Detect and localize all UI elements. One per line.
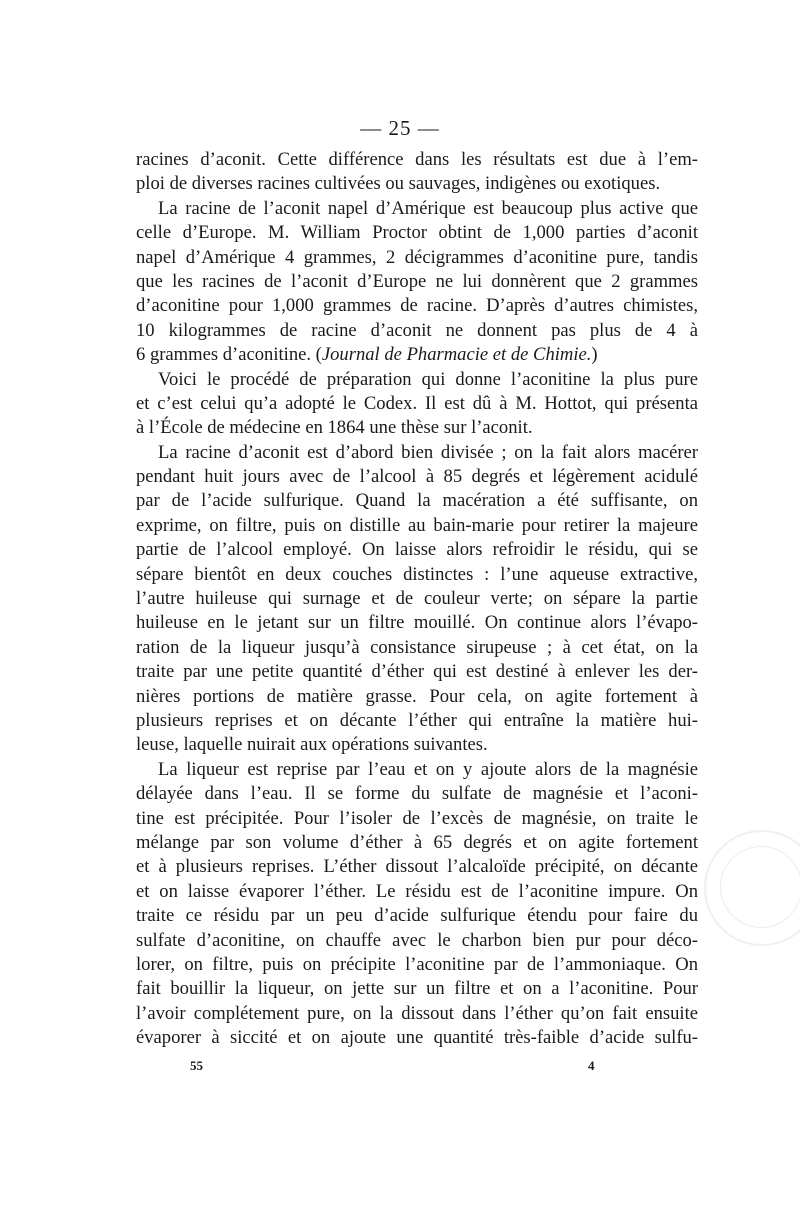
page-number: — 25 — [360, 116, 440, 140]
text-line: racines d’aconit. Cette différence dans les résultats est due à l’em- [136, 149, 698, 170]
text-line: 10 kilogrammes de racine d’aconit ne donnent pas plus de 4 à [136, 319, 698, 341]
text-line: traite par une petite quantité d’éther qui est destiné à enlever les der- [136, 661, 698, 683]
text-line: pendant huit jours avec de l’alcool à 85 degrés et légèrement acidulé [136, 466, 698, 488]
text-line: leuse, laquelle nuirait aux opérations suivantes. [136, 734, 488, 756]
text-line: huileuse en le jetant sur un filtre mouillé. On continue alors l’évapo- [136, 612, 698, 634]
text-line: évaporer à siccité et on ajoute une quantité très-faible d’acide sulfu- [136, 1027, 698, 1049]
signature-mark: 55 [190, 1058, 203, 1073]
text-line: napel d’Amérique 4 grammes, 2 décigrammes d’aconitine pure, tandis [136, 246, 698, 268]
text-line: celle d’Europe. M. William Proctor obtint de 1,000 parties d’aconit [136, 222, 698, 244]
text-line: mélange par son volume d’éther à 65 degrés et on agite fortement [136, 831, 698, 853]
text-line: que les racines de l’aconit d’Europe ne lui donnèrent que 2 grammes [136, 270, 698, 292]
text-line: traite ce résidu par un peu d’acide sulfurique étendu pour faire du [136, 905, 698, 927]
text-line: l’autre huileuse qui surnage et de couleur verte; on sépare la partie [136, 588, 698, 610]
sheet-number: 4 [588, 1058, 595, 1073]
text-line: exprime, on filtre, puis on distille au bain-marie pour retirer la majeure [136, 514, 698, 536]
text-line: tine est précipitée. Pour l’isoler de l’excès de magnésie, on traite le [136, 807, 698, 829]
text-line: lorer, on filtre, puis on précipite l’aconitine par de l’ammoniaque. On [136, 953, 698, 975]
text-line [136, 343, 698, 367]
text-line: Voici le procédé de préparation qui donne l’aconitine la plus pure [158, 368, 698, 390]
text-line: à l’École de médecine en 1864 une thèse sur l’aconit. [136, 417, 533, 439]
body-text [136, 148, 698, 1050]
text-line: et à plusieurs reprises. L’éther dissout l’alcaloïde précipité, on décante [136, 856, 698, 878]
text-line: La liqueur est reprise par l’eau et on y ajoute alors de la magnésie [158, 758, 698, 780]
text-line: et on laisse évaporer l’éther. Le résidu est de l’aconitine impure. On [136, 880, 698, 902]
journal-title: Journal de Pharmacie et de Chimie. [321, 344, 592, 366]
text-line: La racine d’aconit est d’abord bien divisée ; on la fait alors macérer [158, 441, 698, 463]
text-line: ration de la liqueur jusqu’à consistance sirupeuse ; à cet état, on la [136, 636, 698, 658]
text-line: sulfate d’aconitine, on chauffe avec le charbon bien pur pour déco- [136, 929, 698, 951]
library-stamp [704, 830, 800, 946]
text-line: d’aconitine pour 1,000 grammes de racine. D’après d’autres chimistes, [136, 295, 698, 317]
text-line: l’avoir complétement pure, on la dissout dans l’éther qu’on fait ensuite [136, 1002, 698, 1024]
text-line: et c’est celui qu’a adopté le Codex. Il est dû à M. Hottot, qui présenta [136, 392, 698, 414]
text-line: ploi de diverses racines cultivées ou sauvages, indigènes ou exotiques. [136, 173, 661, 195]
text-line: délayée dans l’eau. Il se forme du sulfate de magnésie et l’aconi- [136, 783, 698, 805]
text-segment: 6 grammes d’aconitine. ( [136, 344, 322, 366]
text-line: sépare bientôt en deux couches distinctes : l’une aqueuse extractive, [136, 563, 698, 585]
text-line: fait bouillir la liqueur, on jette sur un filtre et on a l’aconitine. Pour [136, 978, 698, 1000]
text-line: partie de l’alcool employé. On laisse alors refroidir le résidu, qui se [136, 539, 698, 561]
text-segment: ) [591, 344, 598, 366]
text-line: plusieurs reprises et on décante l’éther qui entraîne la matière hui- [136, 709, 698, 731]
text-line: par de l’acide sulfurique. Quand la macération a été suffisante, on [136, 490, 698, 512]
text-line: nières portions de matière grasse. Pour cela, on agite fortement à [136, 685, 698, 707]
text-line: La racine de l’aconit napel d’Amérique est beaucoup plus active que [158, 197, 698, 219]
